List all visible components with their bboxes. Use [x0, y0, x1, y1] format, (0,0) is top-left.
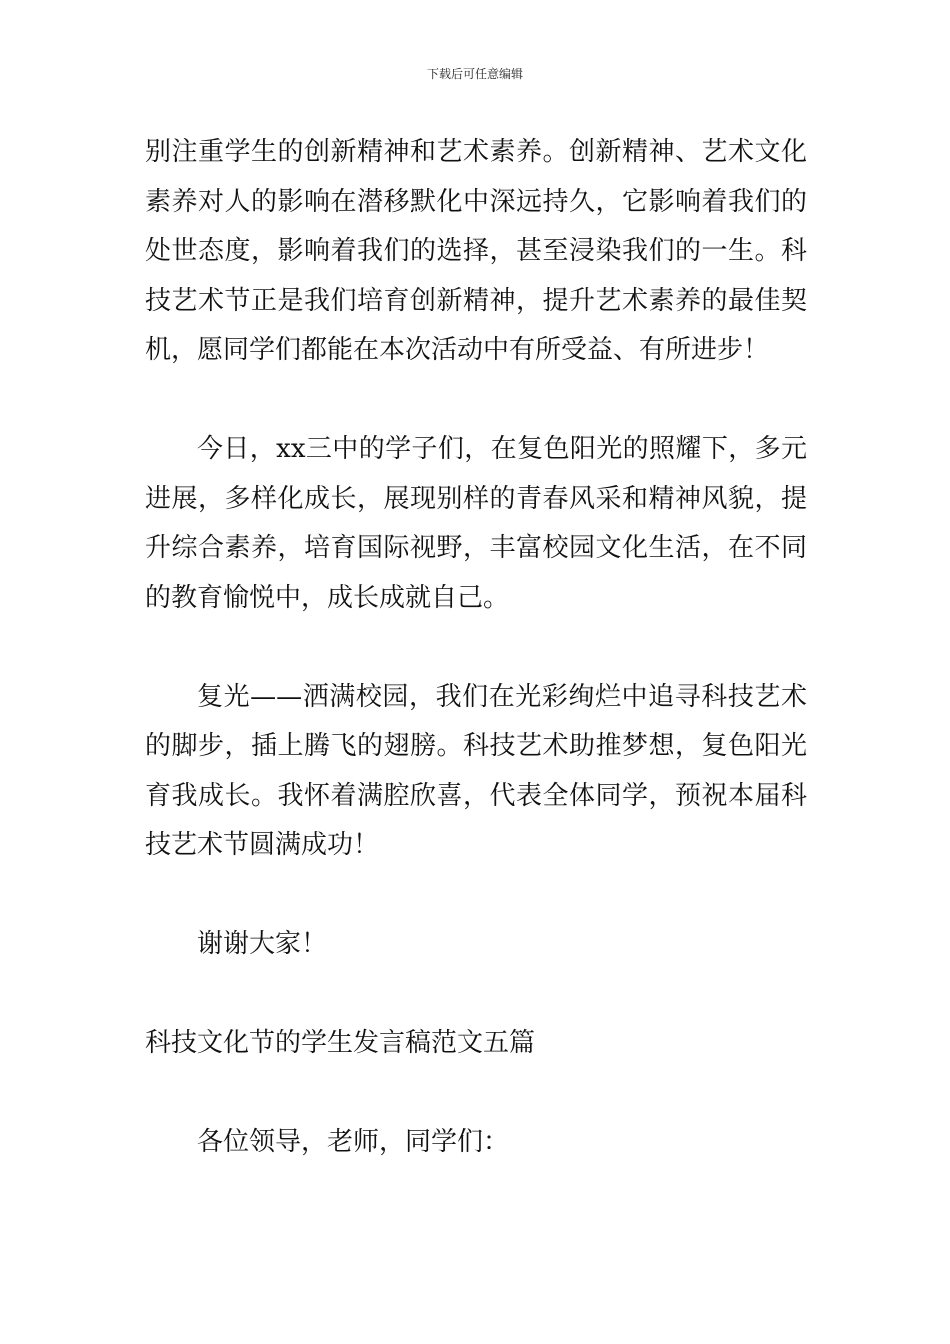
page-header-note: 下载后可任意编辑: [426, 67, 523, 81]
section-title: 科技文化节的学生发言稿范文五篇: [145, 1028, 536, 1058]
paragraph-salutation: 各位领导，老师，同学们：: [197, 1127, 510, 1157]
paragraph-thanks: 谢谢大家！: [197, 929, 328, 959]
paragraph-continuation: 别注重学生的创新精神和艺术素养。创新精神、艺术文化素养对人的影响在潜移默化中深远持久，它影响着我们的处世态度，影响着我们的选择，甚至浸染我们的一生。科技艺术节正是我们培育创新精神，提升艺术素养的最佳契机，愿同学们都能在本次活动中有所受益、有所进步！: [145, 137, 807, 365]
paragraph-students-growth: 今日，xx三中的学子们，在复色阳光的照耀下，多元进展，多样化成长，展现别样的青春风采和精神风貌，提升综合素养，培育国际视野，丰富校园文化生活，在不同的教育愉悦中，成长成就自己。: [145, 434, 807, 613]
document-body: [145, 128, 807, 1168]
paragraph-festival-wishes: 复光——洒满校园，我们在光彩绚烂中追寻科技艺术的脚步，插上腾飞的翅膀。科技艺术助推梦想，复色阳光育我成长。我怀着满腔欣喜，代表全体同学，预祝本届科技艺术节圆满成功！: [145, 681, 807, 860]
